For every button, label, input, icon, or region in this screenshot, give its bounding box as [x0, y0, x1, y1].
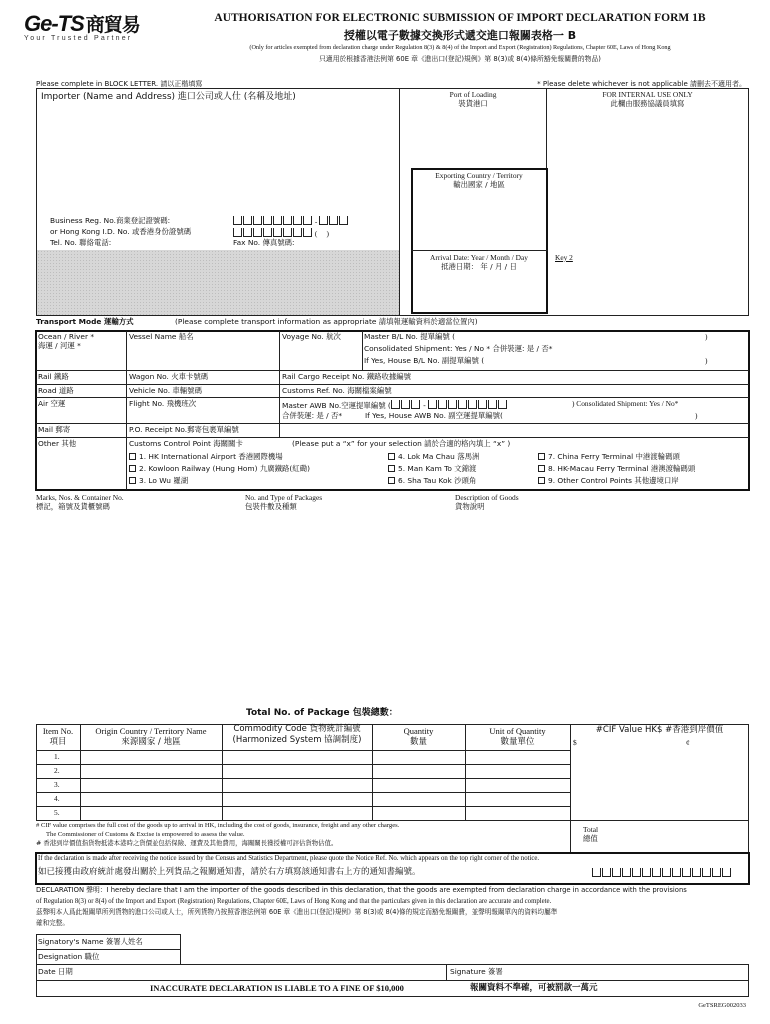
control-point-option[interactable]: 9. Other Control Points 其他邊境口岸: [538, 477, 679, 486]
company-logo: Ge-TS 商貿易 Your Trusted Partner: [24, 10, 154, 44]
declaration-cn-1: 茲聲明本人爲此報關單所列貨物的進口公司或人士，所列貨物乃按照香港法例第 60E 章《進出口(登記)規例》第 8(3)或 8(4)條的規定而豁免報關費，並聲明報關單內的資料均屬準: [36, 908, 558, 916]
transport-instruction: (Please complete transport information as appropriate 請填報運輸資料於適當位置內): [175, 317, 478, 326]
cif-note-2: The Commissioner of Customs & Excise is empowered to assess the value.: [46, 831, 245, 838]
master-awb-label: Master AWB No.空運提單編號 ( -: [282, 400, 508, 411]
col-unit: Unit of Quantity 數量單位: [489, 726, 546, 747]
rail-cargo-label: Rail Cargo Receipt No. 鐵路收據編號: [282, 372, 412, 381]
total-packages-label: Total No. of Package 包裝總數：: [246, 708, 398, 718]
control-point-option[interactable]: 1. HK International Airport 香港國際機場: [129, 453, 283, 462]
form-title-cn: 授權以電子數據交換形式遞交進口報關表格一 B: [343, 29, 577, 42]
col-cif-value: #CIF Value HK$ #香港到岸價值: [595, 725, 724, 735]
form-code: GeTSREG002033: [698, 1002, 746, 1009]
air-label: Air 空運: [38, 399, 66, 408]
internal-use-label: FOR INTERNAL USE ONLY 此欄由服務協議員填寫: [602, 90, 693, 108]
description-label: Description of Goods 貨物說明: [455, 493, 519, 511]
col-item-no: Item No. 項目: [42, 726, 74, 747]
control-point-option[interactable]: 2. Kowloon Railway (Hung Hom) 九廣鐵路(紅磡): [129, 465, 310, 474]
house-bl-label: If Yes, House B/L No. 副提單編號 (: [364, 356, 485, 365]
notice-ref-boxes[interactable]: [592, 868, 732, 879]
cif-note-3: # 香港到岸價值指貨物抵港本港時之貨價並包括保險、運費及其他費用，海關關長獲授權可評估貨物估值。: [36, 839, 338, 847]
port-of-loading-label: Port of Loading 裝貨港口: [449, 90, 497, 108]
air-consolidated-label: ) Consolidated Shipment: Yes / No*: [572, 399, 679, 408]
block-letter-note: Please complete in BLOCK LETTER. 請以正楷填寫: [36, 80, 203, 88]
control-point-option[interactable]: 6. Sha Tau Kok 沙頭角: [388, 477, 476, 486]
col-quantity: Quantity 數量: [403, 726, 434, 747]
item-row: 3.: [54, 780, 60, 789]
arrival-date-label: Arrival Date: Year / Month / Day 抵港日期： 年 / 月 / 日: [430, 253, 528, 271]
vessel-name-label: Vessel Name 船名: [129, 332, 194, 341]
packages-label: No. and Type of Packages 包裝件數及種類: [245, 493, 323, 511]
currency-cent: ¢: [686, 738, 690, 747]
delete-note: * Please delete whichever is not applicable 請刪去不適用者。: [537, 80, 746, 88]
control-instruction: (Please put a “x” for your selection 請於合適的格內填上 “x” ): [292, 439, 511, 448]
customs-ref-label: Customs Ref. No. 海關檔案編號: [282, 386, 392, 395]
house-awb-label: If Yes, House AWB No. 副空運提單編號(: [365, 411, 503, 420]
hkid-label: or Hong Kong I.D. No. 或香港身份證號碼: [50, 227, 192, 236]
shaded-area: [37, 250, 399, 315]
logo-tagline: Your Trusted Partner: [24, 35, 133, 42]
exporting-country-label: Exporting Country / Territory 輸出國家 / 地區: [435, 171, 523, 189]
declaration-en-2: of Regulation 8(3) or 8(4) of the Import and Export (Registration) Regulations, Chapter 60E, Laws of Hong Kong and that the particulars given in this declaration are accurate and complete.: [36, 898, 552, 905]
consolidated-label: Consolidated Shipment: Yes / No * 合併裝運: 是 / 否*: [364, 344, 553, 353]
ocean-label: Ocean / River * 海運 / 河運 *: [38, 332, 95, 350]
signature-label: Signature 簽署: [450, 967, 503, 976]
cif-note-1: # CIF value comprises the full cost of the goods up to arrival in HK, including the cost of goods, insurance, freight and any other charges.: [36, 822, 400, 829]
po-receipt-label: P.O. Receipt No.郵寄包裹單編號: [129, 425, 239, 434]
br-number-boxes[interactable]: -: [233, 216, 349, 227]
control-point-option[interactable]: 4. Lok Ma Chau 落馬洲: [388, 453, 479, 462]
form-subtitle-cn: 只適用於根據香港法例第 60E 章《進出口(登記)規例》第 8(3)或 8(4)條所豁免報關費的物品): [319, 55, 601, 63]
hkid-number-boxes[interactable]: ( ): [233, 228, 329, 239]
rail-label: Rail 鐵路: [38, 372, 69, 381]
vehicle-no-label: Vehicle No. 車輛號碼: [129, 386, 202, 395]
transport-mode-heading: Transport Mode 運輸方式: [36, 317, 134, 326]
col-origin: Origin Country / Territory Name 來源國家 / 地區: [95, 726, 207, 747]
fax-label: Fax No. 傳真號碼:: [233, 238, 295, 247]
col-commodity-code: Commodity Code 貨物統計編號 (Harmonized System 協調制度): [232, 724, 362, 745]
air-consolidated-cn: 合併裝運: 是 / 否*: [282, 411, 343, 420]
importer-label: Importer (Name and Address) 進口公司或人仕 (名稱及地址): [41, 92, 296, 102]
marks-label: Marks, Nos. & Container No. 標記，箱號及貨櫃號碼: [36, 493, 124, 511]
form-title-en: AUTHORISATION FOR ELECTRONIC SUBMISSION OF IMPORT DECLARATION FORM 1B: [214, 12, 706, 24]
wagon-no-label: Wagon No. 火車卡號碼: [129, 372, 209, 381]
tel-label: Tel. No. 聯絡電話:: [50, 238, 112, 247]
control-point-option[interactable]: 3. Lo Wu 羅湖: [129, 477, 188, 486]
flight-no-label: Flight No. 飛機班次: [129, 399, 197, 408]
notice-en: If the declaration is made after receiving the notice issued by the Census and Statistics Department, please quote the Notice Ref. No. which appears on the top right corner of the notice.: [38, 855, 540, 862]
other-label: Other 其他: [38, 439, 77, 448]
voyage-no-label: Voyage No. 航次: [282, 332, 341, 341]
master-bl-label: Master B/L No. 提單編號 (: [364, 332, 456, 341]
br-label: Business Reg. No.商業登記證號碼:: [50, 216, 171, 225]
designation-label: Designation 職位: [38, 952, 100, 961]
date-label: Date 日期: [38, 967, 73, 976]
declaration-en-1: DECLARATION 聲明：I hereby declare that I am the importer of the goods described in this declaration, that the goods are exempted from declaration charge in accordance with the provisions: [36, 886, 687, 894]
exporting-arrival-box: [411, 168, 548, 314]
fine-warning-en: INACCURATE DECLARATION IS LIABLE TO A FINE OF $10,000: [150, 983, 404, 993]
currency-dollar: $: [573, 738, 577, 747]
item-row: 2.: [54, 766, 60, 775]
item-row: 5.: [54, 808, 60, 817]
declaration-cn-2: 確和完整。: [36, 919, 69, 927]
fine-warning-cn: 報關資料不準確，可被罰款一萬元: [470, 983, 598, 993]
control-point-option[interactable]: 8. HK-Macau Ferry Terminal 港澳渡輪碼頭: [538, 465, 695, 474]
mail-label: Mail 郵寄: [38, 425, 71, 434]
signatory-name-label: Signatory's Name 簽署人姓名: [38, 937, 143, 946]
item-row: 4.: [54, 794, 60, 803]
form-subtitle-en: (Only for articles exempted from declaration charge under Regulation 8(3) & 8(4) of the Import and Export (Registration) Regulations, Chapter 60E, Laws of Hong Kong: [249, 44, 671, 51]
total-label: Total 總值: [583, 825, 599, 843]
control-point-option[interactable]: 5. Man Kam To 文錦渡: [388, 465, 476, 474]
item-row: 1.: [54, 752, 60, 761]
control-point-label: Customs Control Point 海關關卡: [129, 439, 243, 448]
road-label: Road 道路: [38, 386, 74, 395]
control-point-option[interactable]: 7. China Ferry Terminal 中港渡輪碼頭: [538, 453, 680, 462]
notice-cn: 如已接獲由政府統計處發出關於上列貨品之報關通知書，請於右方填寫該通知書右上方的通知書編號。: [38, 867, 421, 877]
key-label: Key 2: [555, 253, 573, 262]
